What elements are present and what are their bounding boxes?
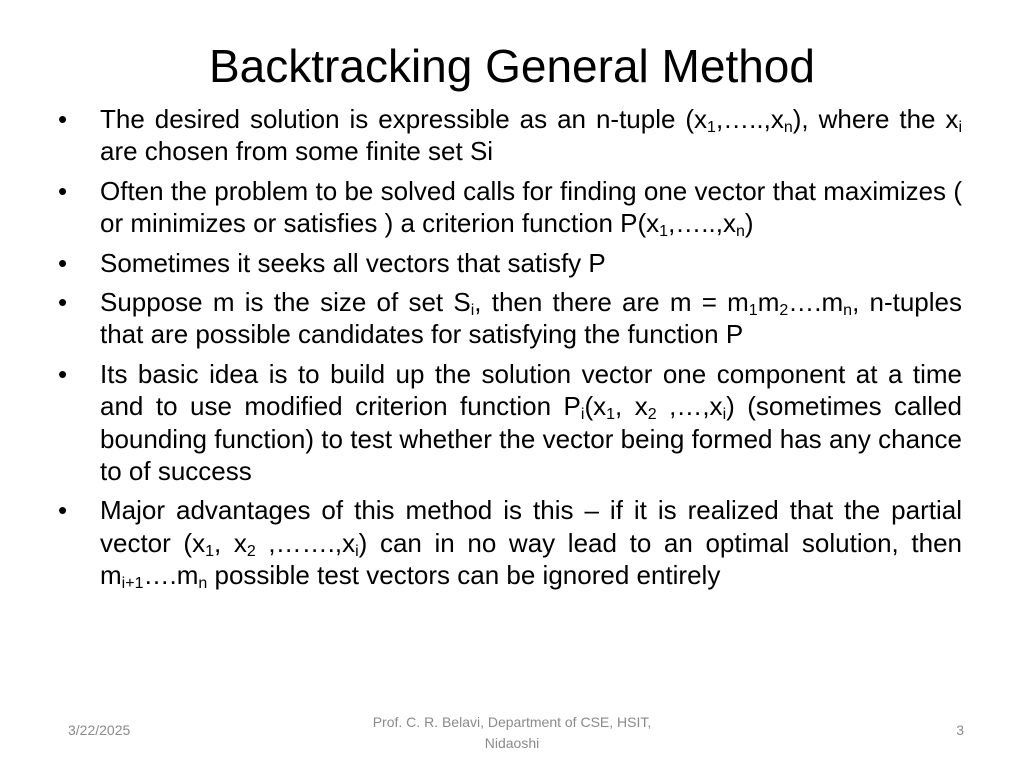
bullet-item bbox=[100, 247, 962, 279]
bullet-text: ) bbox=[744, 208, 754, 239]
subscript: 1 bbox=[707, 119, 716, 136]
bullet-text: m bbox=[757, 287, 780, 318]
subscript: n bbox=[783, 119, 793, 136]
subscript: i bbox=[470, 302, 475, 320]
subscript: i bbox=[958, 119, 962, 136]
bullet-item bbox=[100, 358, 962, 488]
bullet-text: ,…,x bbox=[656, 391, 723, 422]
bullet-text: ,…….,x bbox=[255, 527, 356, 558]
subscript: n bbox=[198, 575, 208, 593]
bullet-text: ) can in no way lead to an optimal solution, then m bbox=[100, 527, 962, 591]
bullet-list bbox=[100, 103, 962, 599]
bullet-text: ….m bbox=[143, 560, 199, 591]
bullet-text: ….m bbox=[788, 287, 844, 318]
footer-author-line: Prof. C. R. Belavi, Department of CSE, HSIT, bbox=[372, 714, 652, 730]
bullet-text: Often the problem to be solved calls for finding one vector that maximizes ( or minimizes or satisfies ) a criterion function P(x bbox=[100, 175, 962, 239]
subscript: i+1 bbox=[121, 575, 144, 593]
bullet-text: ), where the x bbox=[792, 104, 959, 134]
subscript: 2 bbox=[647, 406, 657, 424]
subscript: 2 bbox=[246, 542, 256, 560]
bullet-text: possible test vectors can be ignored entirely bbox=[207, 560, 721, 591]
bullet-text: , x bbox=[214, 527, 247, 558]
subscript: i bbox=[580, 406, 585, 424]
subscript: i bbox=[355, 542, 359, 560]
subscript: 1 bbox=[606, 406, 616, 424]
footer-author bbox=[320, 712, 704, 754]
subscript: 1 bbox=[659, 223, 669, 241]
subscript: 1 bbox=[748, 302, 758, 320]
subscript: i bbox=[722, 406, 727, 424]
bullet-item bbox=[100, 103, 962, 168]
bullet-text: Sometimes it seeks all vectors that satisfy P bbox=[100, 247, 606, 278]
bullet-item bbox=[100, 175, 962, 240]
subscript: 2 bbox=[779, 302, 789, 320]
bullet-text: are chosen from some finite set Si bbox=[100, 136, 494, 167]
bullet-text: Its basic idea is to build up the solution vector one component at a time and to use modified criterion function P bbox=[100, 358, 962, 422]
bullet-text: , n-tuples that are possible candidates for satisfying the function P bbox=[100, 287, 963, 350]
footer-author-line: Nidaoshi bbox=[484, 735, 540, 751]
bullet-item bbox=[100, 286, 962, 351]
bullet-text: ,…..,x bbox=[715, 104, 784, 134]
bullet-text: , then there are m = m bbox=[474, 287, 749, 318]
bullet-text: (x bbox=[584, 391, 607, 422]
slide-number: 3 bbox=[956, 722, 964, 738]
bullet-text: ) (sometimes called bounding function) to test whether the vector being formed has any chance to of success bbox=[100, 391, 962, 487]
bullet-text: Major advantages of this method is this – if it is realized that the partial vector (x bbox=[100, 495, 962, 558]
bullet-item bbox=[100, 494, 962, 591]
bullet-text: The desired solution is expressible as an n-tuple (x bbox=[100, 104, 708, 134]
subscript: n bbox=[843, 302, 853, 320]
bullet-text: ,…..,x bbox=[668, 208, 736, 239]
bullet-text: , x bbox=[615, 391, 648, 422]
bullet-text: Suppose m is the size of set S bbox=[100, 287, 471, 318]
slide-title: Backtracking General Method bbox=[209, 40, 815, 92]
subscript: n bbox=[735, 223, 745, 241]
footer-date: 3/22/2025 bbox=[68, 722, 131, 738]
subscript: 1 bbox=[205, 542, 215, 560]
